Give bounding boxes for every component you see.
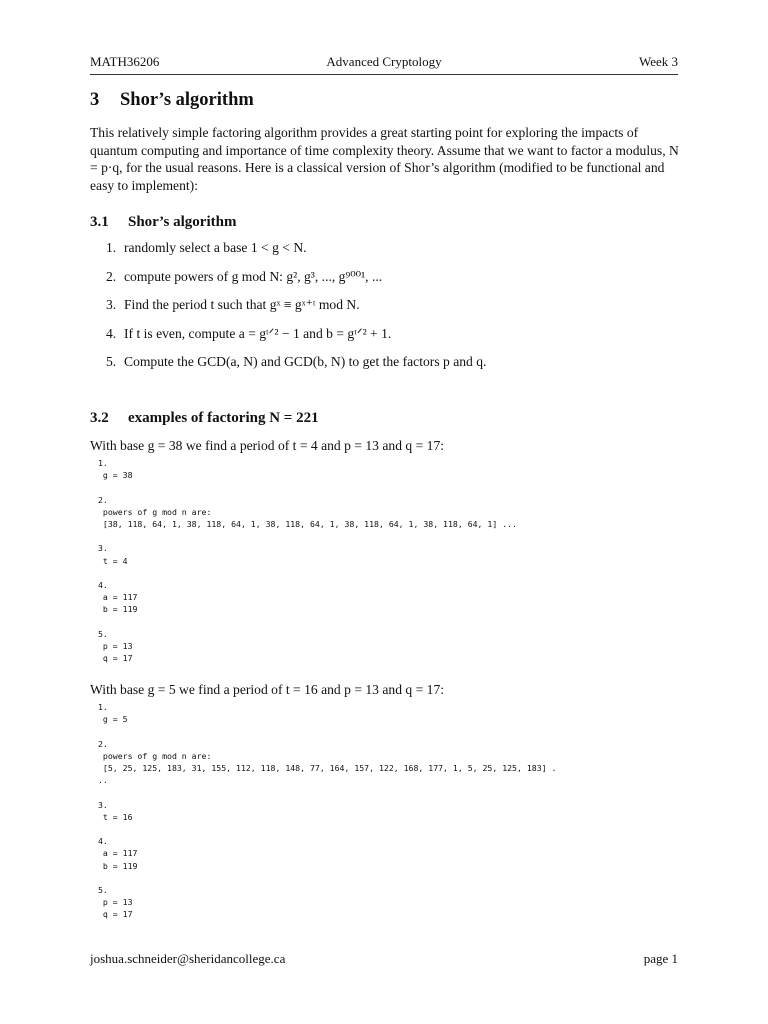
course-code: MATH36206 — [90, 54, 160, 69]
step-number: 1. — [106, 240, 117, 255]
intro-text: This relatively simple factoring algorithm provides a great starting point for exploring the impacts of quantum computing and importance of time complexity theory. Assume that we want to factor a modulus, N = p·q, for the usual reasons. Here is a classical version of Shor’s algorithm (modified to be functional and easy to implement): — [90, 125, 679, 193]
course-title: Advanced Cryptology — [326, 54, 442, 69]
step-item — [106, 354, 676, 383]
step-number: 3. — [106, 297, 117, 312]
intro-paragraph — [90, 124, 680, 194]
subsection-title-algorithm — [90, 214, 236, 231]
week-label: Week 3 — [638, 54, 678, 69]
step-number: 4. — [106, 325, 117, 341]
author-email: joshua.schneider@sheridancollege.ca — [90, 951, 286, 966]
step-item — [106, 240, 676, 269]
section-number: 3 — [90, 90, 100, 110]
step-item — [106, 297, 676, 326]
example2-code-output: 1. g = 5 2. powers of g mod n are: [5, 25, 125, 183, 31, 155, 112, 118, 148, 77, 164, 157, 122, 168, 177, 1, 5, 25, 125, 183] . .. 3. t = 16 4. a = 117 b = 119 5. p = 13 q = 17 — [98, 702, 557, 920]
step-text: Compute the GCD(a, N) and GCD(b, N) to get the factors p and q. — [124, 354, 487, 369]
step-text: If t is even, compute a = gᵗᐟ² − 1 and b = gᵗᐟ² + 1. — [124, 325, 392, 341]
step-text: randomly select a base 1 < g < N. — [124, 240, 307, 255]
section-title-text: Shor’s algorithm — [120, 90, 254, 110]
subsection-title-examples — [90, 410, 319, 427]
example1-code-output: 1. g = 38 2. powers of g mod n are: [38, 118, 64, 1, 38, 118, 64, 1, 38, 118, 64, 1, 38, 118, 64, 1, 38, 118, 64, 1] ... 3. t = 4 4. a = 117 b = 119 5. p = 13 q = 17 — [98, 458, 517, 664]
page-number: page 1 — [643, 951, 678, 966]
example2-lead: With base g = 5 we find a period of t = 16 and p = 13 and q = 17: — [90, 682, 445, 697]
example1-lead: With base g = 38 we find a period of t = 4 and p = 13 and q = 17: — [90, 438, 445, 453]
subsection-title-text: Shor’s algorithm — [128, 214, 237, 230]
subsection-title-text: examples of factoring N = 221 — [128, 410, 319, 426]
step-item — [106, 269, 676, 298]
algorithm-steps — [106, 240, 676, 383]
step-text: compute powers of g mod N: g², g³, ..., g⁹⁰⁰¹, ... — [124, 268, 383, 284]
step-item — [106, 326, 676, 355]
header-rule — [90, 74, 678, 75]
step-text: Find the period t such that gˣ ≡ gˣ⁺ᵗ mod N. — [124, 297, 360, 312]
subsection-number: 3.2 — [90, 410, 109, 426]
step-number: 5. — [106, 354, 117, 369]
subsection-number: 3.1 — [90, 214, 109, 230]
section-title — [90, 90, 254, 111]
step-number: 2. — [106, 268, 117, 284]
page-footer — [90, 951, 678, 969]
page-header — [90, 54, 678, 72]
